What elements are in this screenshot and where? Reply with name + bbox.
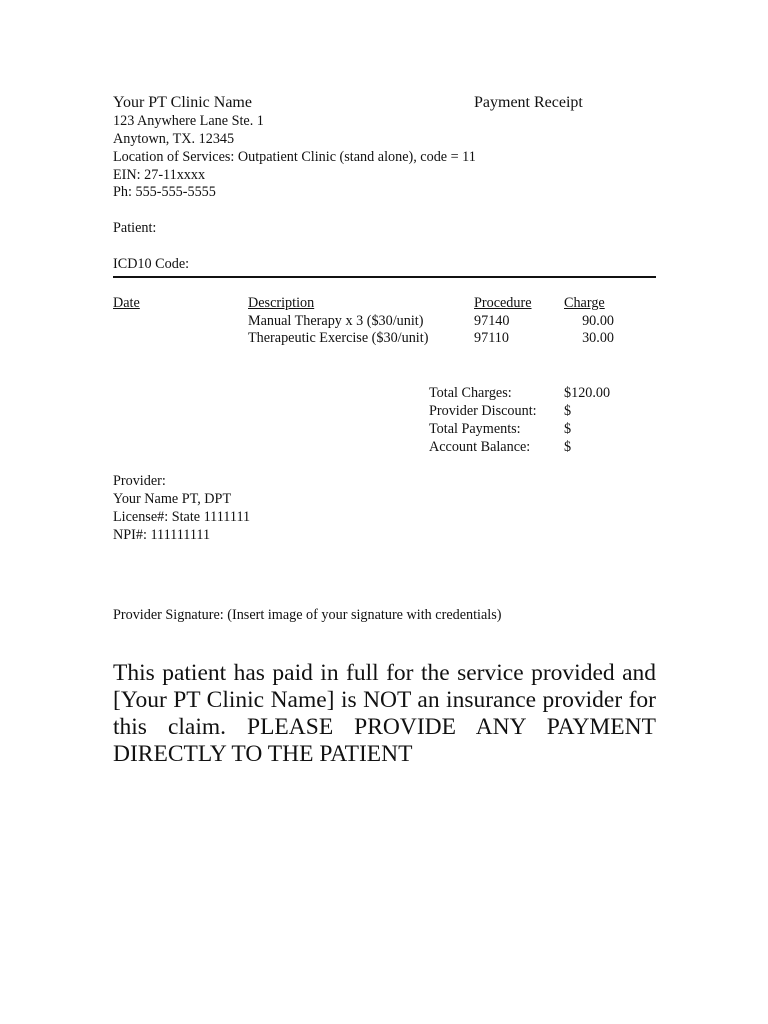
col-header-description: Description bbox=[248, 295, 315, 311]
col-header-date: Date bbox=[113, 295, 140, 311]
row-procedure: 97140 bbox=[474, 313, 510, 329]
account-balance-label: Account Balance: bbox=[429, 439, 531, 455]
phone: Ph: 555-555-5555 bbox=[113, 184, 216, 200]
col-header-procedure: Procedure bbox=[474, 295, 532, 311]
row-description: Therapeutic Exercise ($30/unit) bbox=[248, 330, 429, 346]
icd10-label: ICD10 Code: bbox=[113, 256, 190, 272]
row-procedure: 97110 bbox=[474, 330, 509, 346]
total-payments-label: Total Payments: bbox=[429, 421, 521, 437]
payment-notice: This patient has paid in full for the service provided and [Your PT Clinic Name] is NOT an insurance provider for this claim. PLEASE PROVIDE ANY PAYMENT DIRECTLY TO THE PATIENT bbox=[113, 660, 656, 767]
row-description: Manual Therapy x 3 ($30/unit) bbox=[248, 313, 424, 329]
provider-discount-label: Provider Discount: bbox=[429, 403, 537, 419]
ein: EIN: 27-11xxxx bbox=[113, 167, 206, 183]
total-charges-value: $120.00 bbox=[564, 385, 611, 401]
col-header-charge: Charge bbox=[564, 295, 605, 311]
provider-npi: NPI#: 111111111 bbox=[113, 527, 211, 543]
row-charge: 30.00 bbox=[582, 330, 614, 346]
total-payments-value: $ bbox=[564, 421, 572, 437]
provider-license: License#: State 1111111 bbox=[113, 509, 251, 525]
provider-label: Provider: bbox=[113, 473, 166, 489]
row-charge: 90.00 bbox=[582, 313, 614, 329]
total-charges-label: Total Charges: bbox=[429, 385, 512, 401]
provider-signature: Provider Signature: (Insert image of your signature with credentials) bbox=[113, 607, 502, 623]
location-of-services: Location of Services: Outpatient Clinic (stand alone), code = 11 bbox=[113, 149, 476, 165]
address-line2: Anytown, TX. 12345 bbox=[113, 131, 235, 147]
patient-label: Patient: bbox=[113, 220, 157, 236]
section-divider bbox=[113, 276, 656, 278]
account-balance-value: $ bbox=[564, 439, 572, 455]
address-line1: 123 Anywhere Lane Ste. 1 bbox=[113, 113, 264, 129]
provider-discount-value: $ bbox=[564, 403, 572, 419]
clinic-name: Your PT Clinic Name bbox=[113, 94, 252, 111]
provider-name: Your Name PT, DPT bbox=[113, 491, 232, 507]
receipt-title: Payment Receipt bbox=[474, 94, 583, 111]
